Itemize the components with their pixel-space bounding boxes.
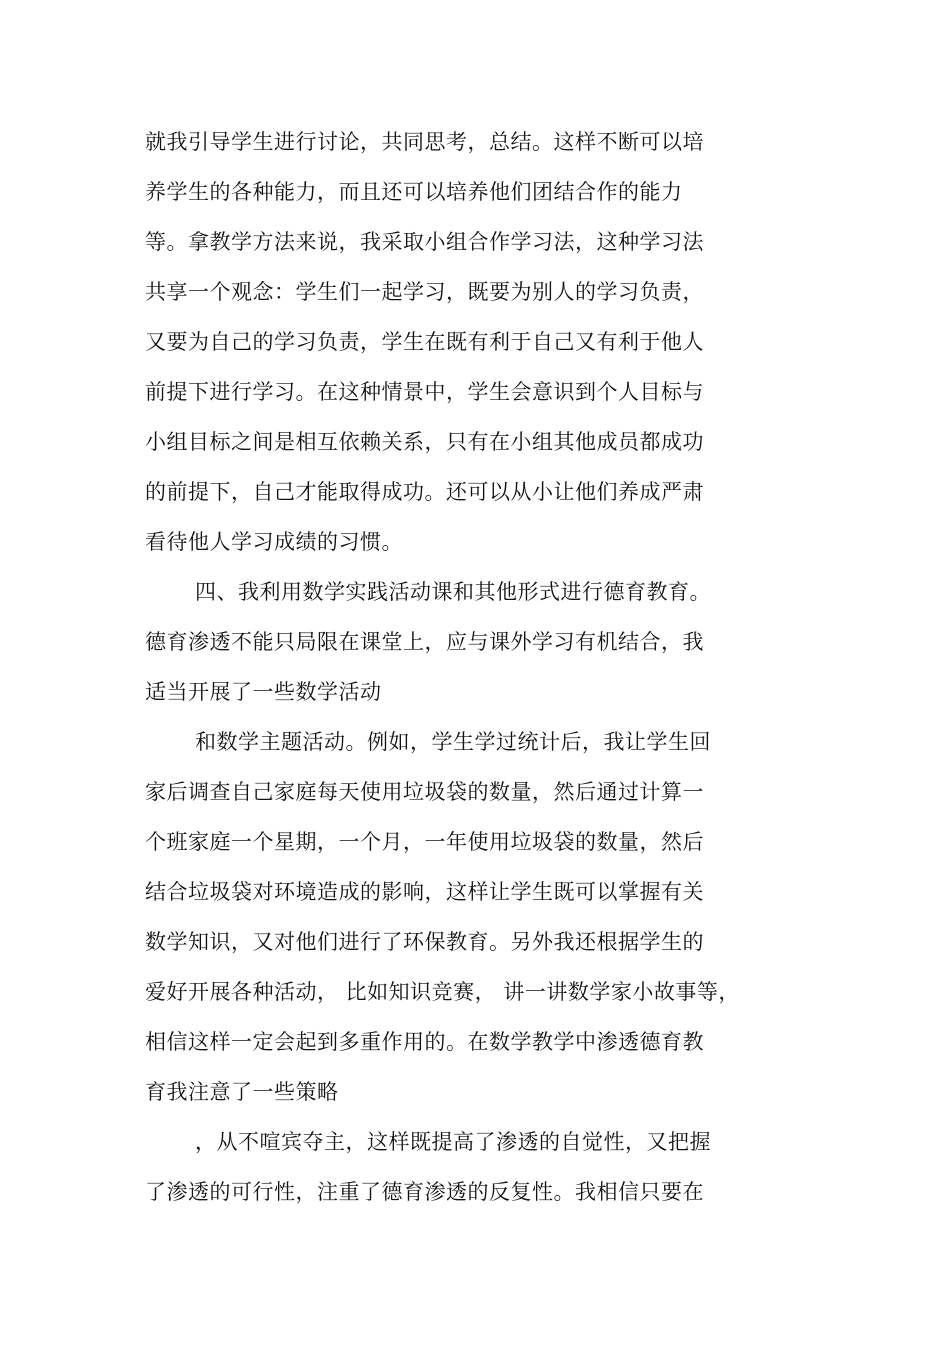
text-line: 又要为自己的学习负责，学生在既有利于自己又有利于他人: [145, 330, 704, 354]
text-line: 爱好开展各种活动， 比如知识竞赛， 讲一讲数学家小故事等，: [145, 980, 740, 1004]
text-line: ，从不喧宾夺主，这样既提高了渗透的自觉性，又把握: [195, 1130, 711, 1154]
section-heading: 四、我利用数学实践活动课和其他形式进行德育教育。: [195, 580, 711, 604]
text-line: 小组目标之间是相互依赖关系，只有在小组其他成员都成功: [145, 430, 704, 454]
text-line: 了渗透的可行性，注重了德育渗透的反复性。我相信只要在: [145, 1180, 704, 1204]
text-line: 个班家庭一个星期，一个月，一年使用垃圾袋的数量，然后: [145, 830, 704, 854]
text-line: 前提下进行学习。在这种情景中，学生会意识到个人目标与: [145, 380, 704, 404]
text-line: 家后调查自己家庭每天使用垃圾袋的数量，然后通过计算一: [145, 780, 704, 804]
text-line: 看待他人学习成绩的习惯。: [145, 530, 403, 554]
text-line: 数学知识，又对他们进行了环保教育。另外我还根据学生的: [145, 930, 704, 954]
text-line: 德育渗透不能只局限在课堂上，应与课外学习有机结合，我: [145, 630, 704, 654]
text-line: 相信这样一定会起到多重作用的。在数学教学中渗透德育教: [145, 1030, 704, 1054]
text-line: 共享一个观念：学生们一起学习，既要为别人的学习负责，: [145, 280, 704, 304]
text-line: 和数学主题活动。例如，学生学过统计后，我让学生回: [195, 730, 711, 754]
text-line: 就我引导学生进行讨论，共同思考，总结。这样不断可以培: [145, 130, 704, 154]
text-line: 育我注意了一些策略: [145, 1080, 339, 1104]
text-line: 适当开展了一些数学活动: [145, 680, 382, 704]
text-line: 结合垃圾袋对环境造成的影响，这样让学生既可以掌握有关: [145, 880, 704, 904]
text-line: 等。拿教学方法来说，我采取小组合作学习法，这种学习法: [145, 230, 704, 254]
text-line: 养学生的各种能力，而且还可以培养他们团结合作的能力: [145, 180, 683, 204]
text-line: 的前提下，自己才能取得成功。还可以从小让他们养成严肃: [145, 480, 704, 504]
